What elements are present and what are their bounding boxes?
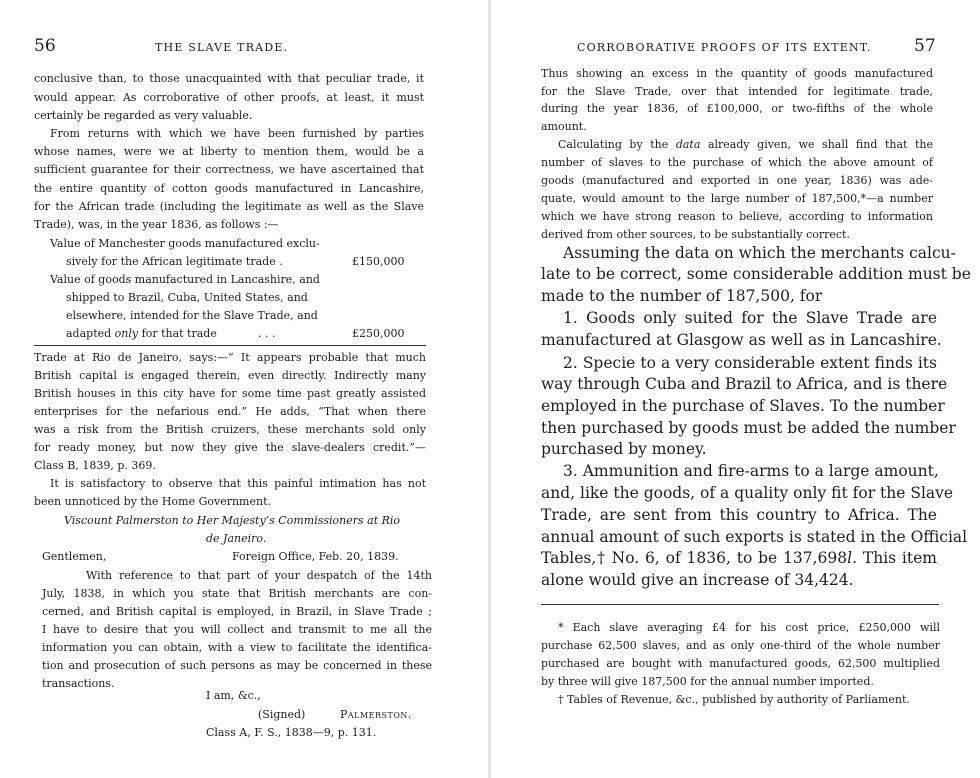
intro-line: certainly be regarded as very valuable. [34, 109, 253, 122]
body-line: amount. [541, 120, 587, 133]
footnote-line: by three will give 187,500 for the annual number imported. [541, 675, 874, 688]
body-line: sufficient guarantee for their correctness, we have ascertained that [34, 163, 424, 176]
body-line: goods (manufactured and exported in one year, 1836) was ade- [541, 174, 933, 187]
letter-line: I have to desire that you will collect and transmit to me all the [42, 623, 432, 636]
running-head-left: THE SLAVE TRADE. [155, 41, 289, 54]
footnote-line: was a risk from the British cruizers, these merchants sold only [34, 423, 426, 436]
signer: Palmerston. [340, 708, 412, 721]
letter-line: July, 1838, in which you state that British merchants are con- [42, 587, 432, 600]
letter-line: tion and prosecution of such persons as may be concerned in these [42, 659, 432, 672]
letter-line: information you can obtain, with a view to facilitate the identifica- [42, 641, 432, 654]
footnote-line: British capital is engaged therein, even directly. Indirectly many [34, 369, 426, 382]
item-2-line: then purchased by goods must be added the number [541, 419, 956, 437]
page-number-right: 57 [914, 36, 936, 56]
body-line: Calculating by the data already given, we shall find that the [558, 138, 933, 151]
letter-heading: de Janeiro. [206, 532, 267, 545]
right-page [490, 0, 980, 778]
body-line: It is satisfactory to observe that this painful intimation has not [50, 477, 426, 490]
running-head-right: CORROBORATIVE PROOFS OF ITS EXTENT. [577, 41, 872, 54]
footnote-line: purchase 62,500 slaves, and as only one-third of the whole number [541, 639, 940, 652]
footnote-line: † Tables of Revenue, &c., published by authority of Parliament. [558, 693, 910, 706]
table-row-2-line: elsewhere, intended for the Slave Trade, and [66, 309, 318, 322]
letter-heading: Viscount Palmerston to Her Majesty’s Commissioners at Rio [64, 514, 401, 527]
body-line: for the Slave Trade, over that intended for legitimate trade, [541, 85, 933, 98]
body-line: Trade), was, in the year 1836, as follows :— [34, 218, 279, 231]
item-3-line: annual amount of such exports is stated in the Official [541, 528, 968, 546]
body-line: been unnoticed by the Home Government. [34, 495, 271, 508]
footnote-line: Trade at Rio de Janeiro, says:—“ It appears probable that much [34, 351, 426, 364]
salutation: Gentlemen, [42, 550, 107, 563]
item-2-line: way through Cuba and Brazil to Africa, and is there [541, 375, 948, 393]
body-line: for the African trade (including the legitimate as well as the Slave [34, 200, 424, 213]
footnote-line: enterprises for the nefarious end.” He adds, “That when there [34, 405, 426, 418]
body-line: which we have strong reason to believe, according to information [541, 210, 933, 223]
leader-dots: . . . [258, 327, 276, 340]
item-2-line: purchased by money. [541, 440, 707, 458]
intro-line: would appear. As corroborative of other proofs, at least, it must [34, 91, 424, 104]
table-row-1-amount: £150,000 [352, 255, 405, 268]
footnote-rule [34, 345, 426, 346]
italic-l: l [847, 549, 853, 567]
letter-line: With reference to that part of your despatch of the 14th [86, 569, 432, 582]
intro-line: conclusive than, to those unacquainted with that peculiar trade, it [34, 72, 424, 85]
body-line: during the year 1836, of £100,000, or two-fifths of the whole [541, 102, 933, 115]
letter-line: cerned, and British capital is employed, in Brazil, in Slave Trade ; [42, 605, 432, 618]
item-2-line: 2. Specie to a very considerable extent finds its [563, 354, 937, 372]
body-line: quate, would amount to the large number of 187,500,*—a number [541, 192, 933, 205]
footnote-line: for ready money, but now they give the slave-dealers credit.”— [34, 441, 426, 454]
page-number-left: 56 [34, 36, 56, 56]
body-line: derived from other sources, to be substantially correct. [541, 228, 850, 241]
footnote-line: * Each slave averaging £4 for his cost price, £250,000 will [558, 621, 940, 634]
letter-line: transactions. [42, 677, 115, 690]
body-line: From returns with which we have been furnished by parties [50, 127, 424, 140]
closing: I am, &c., [206, 689, 261, 702]
table-row-2-line: Value of goods manufactured in Lancashire, and [50, 273, 320, 286]
item-1-line: manufactured at Glasgow as well as in Lancashire. [541, 331, 942, 349]
body-line: number of slaves to the purchase of which the above amount of [541, 156, 933, 169]
office-line: Foreign Office, Feb. 20, 1839. [232, 550, 399, 563]
italic-data: data [675, 138, 701, 151]
table-row-2-line: adapted only for that trade [66, 327, 217, 340]
item-3-line: Trade, are sent from this country to Africa. The [541, 506, 937, 524]
item-2-line: employed in the purchase of Slaves. To the number [541, 397, 945, 415]
table-row-2-line: shipped to Brazil, Cuba, United States, and [66, 291, 308, 304]
item-3-line: alone would give an increase of 34,424. [541, 571, 854, 589]
footnote-line: Class B, 1839, p. 369. [34, 459, 156, 472]
citation: Class A, F. S., 1838—9, p. 131. [206, 726, 377, 739]
body-line: the entire quantity of cotton goods manufactured in Lancashire, [34, 182, 424, 195]
body-line: whose names, were we at liberty to mention them, would be a [34, 145, 424, 158]
italic-only: only [114, 327, 139, 340]
large-line: Assuming the data on which the merchants calcu- [563, 244, 956, 262]
item-3-line: Tables,† No. 6, of 1836, to be 137,698l. This item [541, 549, 937, 567]
large-line: made to the number of 187,500, for [541, 287, 823, 305]
table-row-2-amount: £250,000 [352, 327, 405, 340]
signed: (Signed) [258, 708, 306, 721]
body-line: Thus showing an excess in the quantity of goods manufactured [541, 67, 933, 80]
footnote-line: purchased are bought with manufactured goods, 62,500 multiplied [541, 657, 940, 670]
table-row-1-line: Value of Manchester goods manufactured exclu- [50, 237, 320, 250]
item-3-line: and, like the goods, of a quality only fit for the Slave [541, 484, 954, 502]
large-line: late to be correct, some considerable addition must be [541, 265, 971, 283]
item-3-line: 3. Ammunition and fire-arms to a large amount, [563, 462, 939, 480]
footnote-line: British houses in this city have for some time past greatly assisted [34, 387, 426, 400]
item-1-line: 1. Goods only suited for the Slave Trade are [563, 309, 937, 327]
footnote-rule [541, 604, 939, 605]
table-row-1-line: sively for the African legitimate trade . [66, 255, 283, 268]
